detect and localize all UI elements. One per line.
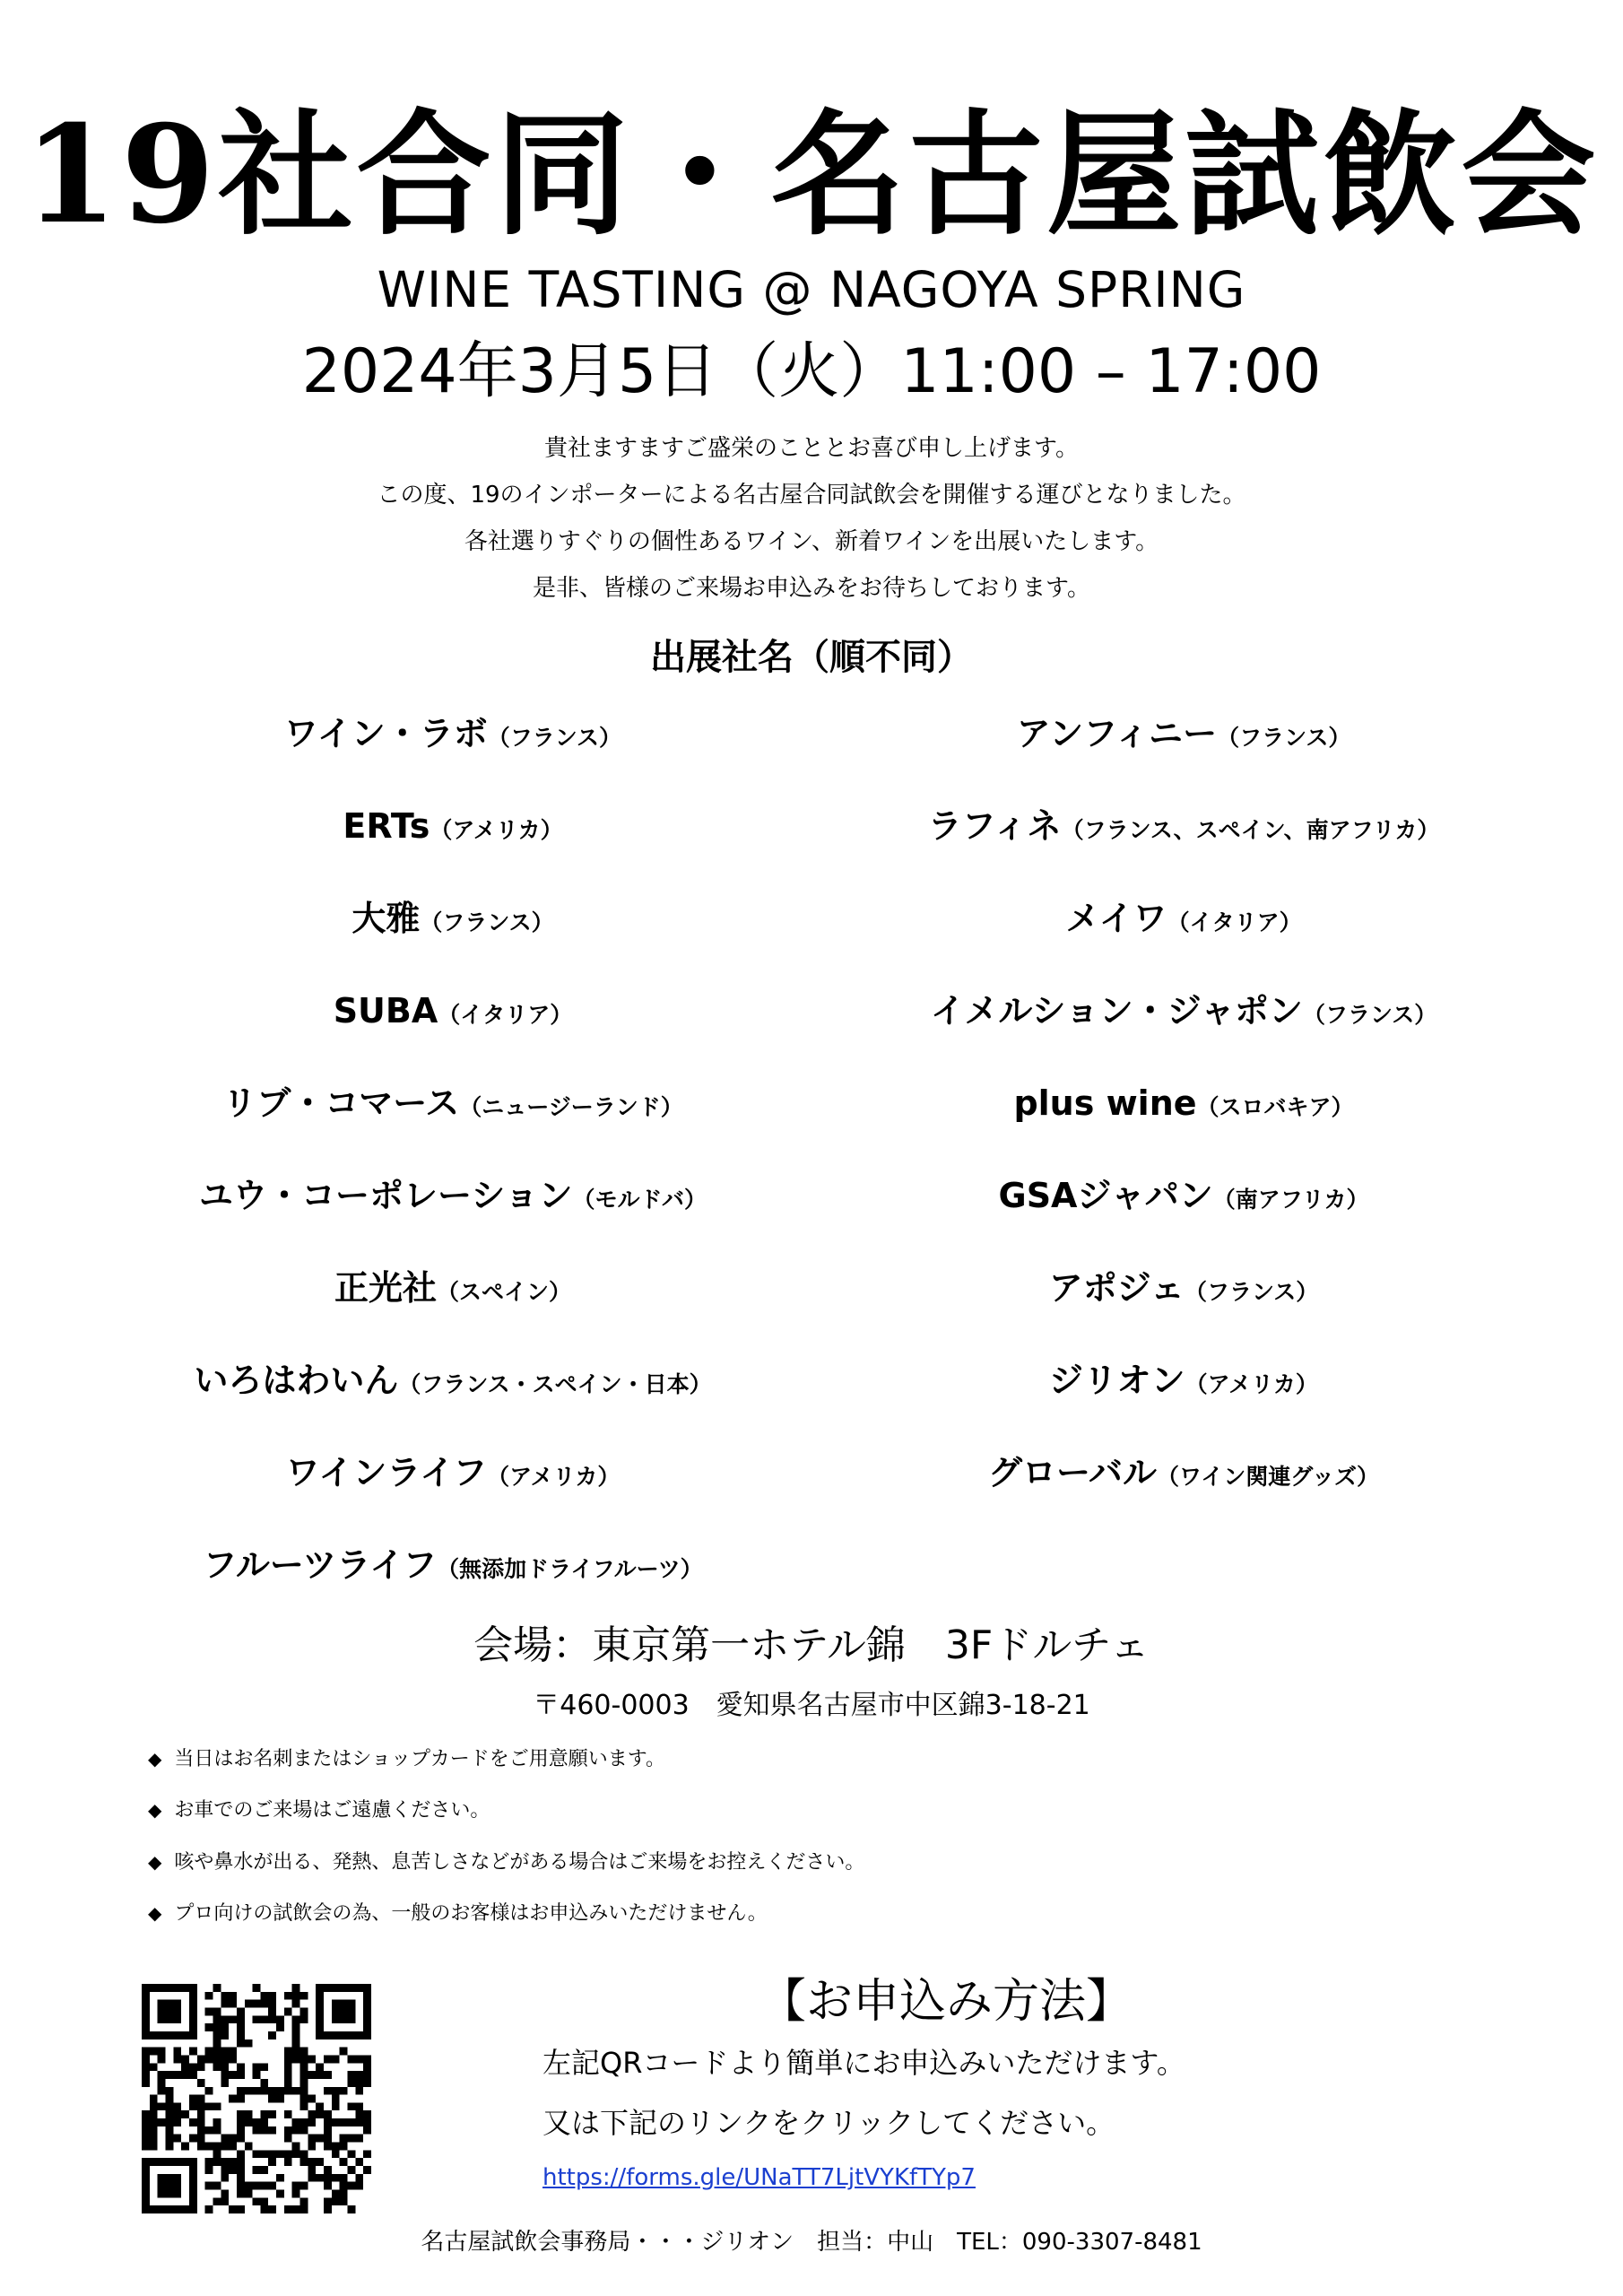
exhibitor-item [852,1170,1515,1228]
notice-item [148,1744,665,1774]
diamond-bullet-icon: ◆ [148,1748,162,1770]
exhibitor-item [90,709,816,766]
exhibitor-name: グローバル [987,1453,1158,1492]
exhibitor-origin: （フランス） [1302,1002,1437,1028]
exhibitor-origin: （南アフリカ） [1212,1187,1369,1213]
exhibitor-item [90,1448,816,1505]
exhibitor-name: アポジェ [1048,1268,1185,1308]
venue-name: 会場：東京第一ホテル錦 3Fドルチェ [473,1622,1150,1668]
qr-code-icon[interactable] [142,1984,371,2213]
exhibitor-origin: （アメリカ） [1185,1371,1318,1397]
exhibitor-name: ワインライフ [285,1453,488,1492]
event-date: 2024年3月5日（火）11:00 – 17:00 [301,336,1322,407]
diamond-bullet-icon: ◆ [148,1799,162,1821]
exhibitor-item [852,1078,1515,1135]
exhibitors-heading: 出展社名（順不同） [650,637,973,678]
application-form-link[interactable]: https://forms.gle/UNaTT7LjtVYKfTYp7 [542,2164,976,2191]
exhibitor-item [852,709,1515,766]
exhibitor-item [852,986,1515,1043]
notice-text: プロ向けの試飲会の為、一般のお客様はお申込みいただけません。 [174,1902,768,1925]
exhibitor-name: 正光社 [334,1268,437,1308]
exhibitor-origin: （フランス・スペイン・日本） [398,1371,712,1397]
exhibitor-item [852,1263,1515,1320]
exhibitor-name: いろはわいん [194,1361,399,1400]
diamond-bullet-icon: ◆ [148,1851,162,1873]
notice-item [148,1899,768,1928]
exhibitor-name: ERTs [343,806,430,846]
exhibitor-item [90,986,816,1043]
contact-footer: 名古屋試飲会事務局・・・ジリオン 担当：中山 TEL：090-3307-8481 [421,2229,1202,2256]
exhibitor-item [90,1540,816,1597]
exhibitor-item [90,1355,816,1413]
exhibitor-origin: （モルドバ） [572,1187,707,1213]
exhibitor-origin: （フランス、スペイン、南アフリカ） [1061,817,1440,843]
notice-text: 当日はお名刺またはショップカードをご用意願います。 [174,1748,665,1770]
exhibitor-origin: （スロバキア） [1196,1094,1354,1120]
exhibitor-origin: （イタリア） [1167,909,1302,935]
exhibitor-name: SUBA [333,991,438,1031]
exhibitor-name: plus wine [1013,1083,1197,1123]
page-title: 19社合同・名古屋試飲会 [23,96,1600,254]
event-subtitle: WINE TASTING @ NAGOYA SPRING [377,261,1246,318]
notice-text: お車でのご来場はご遠慮ください。 [174,1799,490,1822]
notice-item [148,1796,490,1825]
exhibitor-item [90,1078,816,1135]
exhibitor-item [90,801,816,858]
exhibitor-item [852,801,1515,858]
exhibitor-origin: （アメリカ） [430,817,563,843]
exhibitor-item [852,1448,1515,1505]
intro-line: 貴社ますますご盛栄のこととお喜び申し上げます。 [544,435,1079,462]
exhibitor-item [852,1355,1515,1413]
exhibitor-name: GSAジャパン [998,1176,1213,1215]
apply-heading: 【お申込み方法】 [759,1975,1133,2029]
exhibitor-name: リブ・コマース [222,1083,460,1123]
apply-instruction: 左記QRコードより簡単にお申込みいただけます。 [542,2046,1185,2080]
notice-item [148,1848,864,1877]
exhibitor-origin: （フランス） [1184,1279,1319,1305]
apply-instruction: 又は下記のリンクをクリックしてください。 [542,2106,1115,2140]
exhibitor-item [90,1263,816,1320]
exhibitor-name: 大雅 [352,899,421,938]
exhibitor-item [90,893,816,951]
exhibitor-origin: （フランス） [420,909,554,935]
exhibitor-origin: （スペイン） [437,1279,572,1305]
exhibitor-origin: （アメリカ） [487,1464,621,1490]
exhibitor-name: メイワ [1065,899,1167,938]
exhibitor-name: イメルション・ジャポン [930,991,1303,1031]
diamond-bullet-icon: ◆ [148,1902,162,1924]
exhibitor-name: ジリオン [1049,1361,1185,1400]
exhibitor-name: アンフィニー [1016,714,1218,753]
exhibitor-name: ラフィネ [927,806,1062,846]
exhibitor-origin: （フランス） [487,725,622,751]
exhibitor-origin: （ワイン関連グッズ） [1157,1464,1380,1490]
exhibitor-origin: （ニュージーランド） [459,1094,683,1120]
exhibitor-origin: （無添加ドライフルーツ） [437,1556,703,1582]
exhibitor-item [90,1170,816,1228]
exhibitor-origin: （イタリア） [438,1002,573,1028]
exhibitor-name: ワイン・ラボ [283,714,488,753]
exhibitor-item [852,893,1515,951]
intro-line: 各社選りすぐりの個性あるワイン、新着ワインを出展いたします。 [464,528,1159,555]
notice-text: 咳や鼻水が出る、発熱、息苦しさなどがある場合はご来場をお控えください。 [174,1851,865,1874]
exhibitor-name: フルーツライフ [203,1545,438,1585]
exhibitor-name: ユウ・コーポレーション [199,1176,573,1215]
exhibitor-origin: （フランス） [1217,725,1351,751]
venue-address: 〒460-0003 愛知県名古屋市中区錦3-18-21 [533,1690,1090,1721]
intro-line: 是非、皆様のご来場お申込みをお待ちしております。 [533,575,1090,602]
intro-line: この度、19のインポーターによる名古屋合同試飲会を開催する運びとなりました。 [377,482,1246,509]
